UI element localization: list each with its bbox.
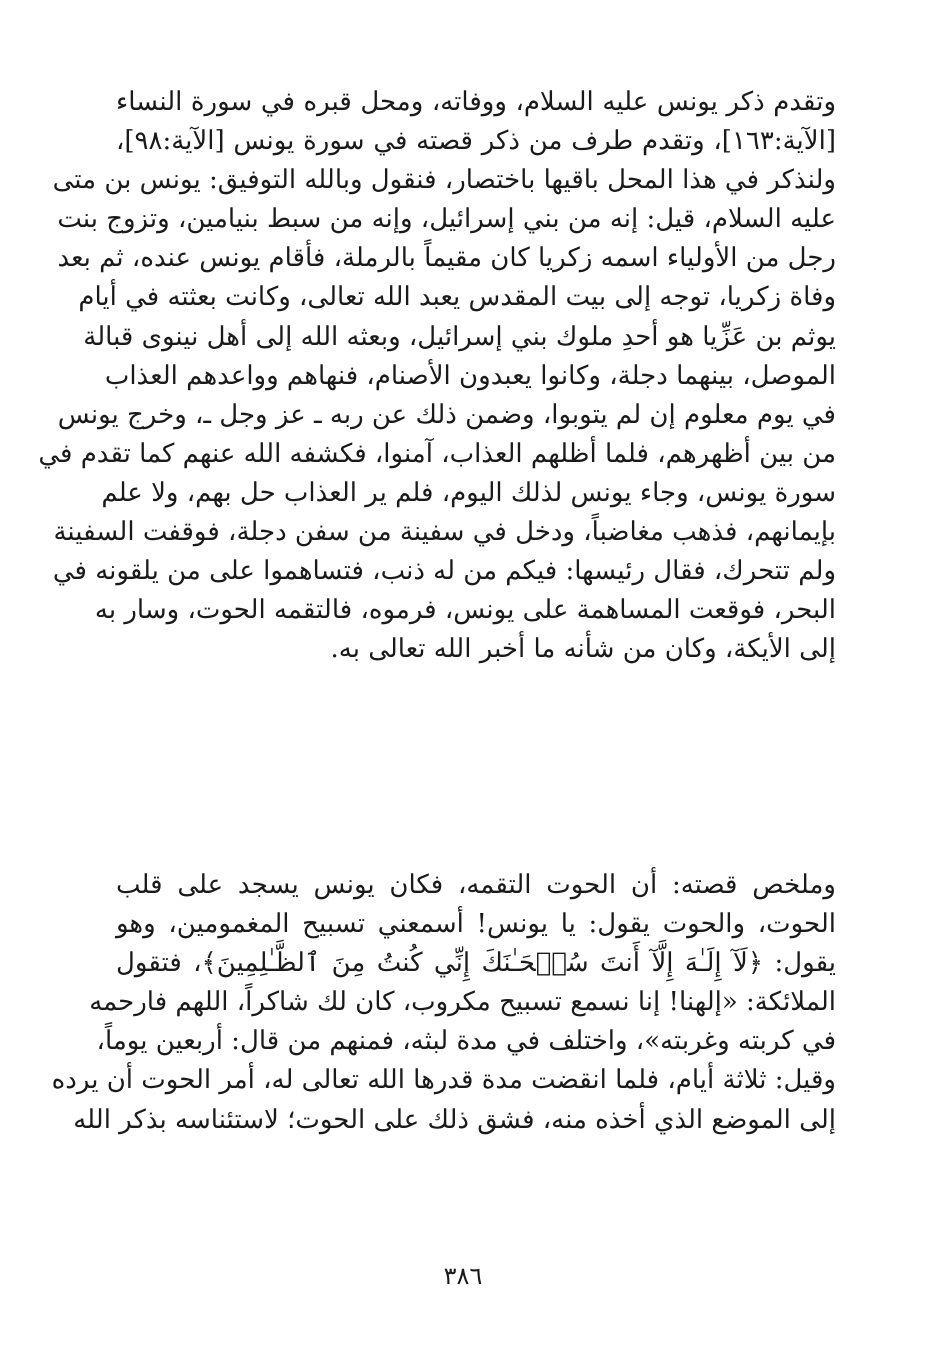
text-line: [الآية:١٦٣]، وتقدم طرف من ذكر قصته في سورة يونس [الآية:٩٨]، xyxy=(116,126,836,157)
text-line: سورة يونس، وجاء يونس لذلك اليوم، فلم ير العذاب حل بهم، ولا علم xyxy=(101,477,836,508)
page-number: ٣٨٦ xyxy=(443,1262,483,1290)
text-line: رجل من الأولياء اسمه زكريا كان مقيماً بالرملة، فأقام يونس عنده، ثم بعد xyxy=(57,243,836,274)
text-line: الموصل، بينهما دجلة، وكانوا يعبدون الأصنام، فنهاهم وواعدهم العذاب xyxy=(104,360,836,391)
text-line: يوثم بن عَزِّيا هو أحدِ ملوك بني إسرائيل، وبعثه الله إلى أهل نينوى قبالة xyxy=(83,321,836,352)
text-line: الحوت، والحوت يقول: يا يونس! أسمعني تسبيح المغمومين، وهو xyxy=(116,909,836,940)
quran-verse-line: يقول: ﴿لَآ إِلَـٰهَ إِلَّآ أَنتَ سُبۡحَـٰنَكَ إِنِّي كُنتُ مِنَ ٱلظَّـٰلِمِينَ﴾، فتقول xyxy=(116,948,836,979)
text-line: بإيمانهم، فذهب مغاضباً، ودخل في سفينة من سفن دجلة، فوقفت السفينة xyxy=(53,517,836,548)
text-line: الملائكة: «إلهنا! إنا نسمع تسبيح مكروب، كان لك شاكراً، اللهم فارحمه xyxy=(89,987,836,1018)
paragraph-1 xyxy=(38,83,836,669)
text-line: ولنذكر في هذا المحل باقيها باختصار، فنقول وبالله التوفيق: يونس بن متى xyxy=(52,165,836,196)
text-line: عليه السلام، قيل: إنه من بني إسرائيل، وإنه من سبط بنيامين، وتزوج بنت xyxy=(57,204,836,235)
text-line: وتقدم ذكر يونس عليه السلام، ووفاته، ومحل قبره في سورة النساء xyxy=(116,87,836,117)
text-line: وملخص قصته: أن الحوت التقمه، فكان يونس يسجد على قلب xyxy=(116,870,836,900)
text-line: في يوم معلوم إن لم يتوبوا، وضمن ذلك عن ربه ـ عز وجل ـ، وخرج يونس xyxy=(57,399,836,430)
paragraph-2 xyxy=(51,866,836,1140)
text-line: البحر، فوقعت المساهمة على يونس، فرموه، فالتقمه الحوت، وسار به xyxy=(94,595,836,626)
text-line: في كربته وغربته»، واختلف في مدة لبثه، فمنهم من قال: أربعين يوماً، xyxy=(96,1026,836,1057)
text-line: إلى الموضع الذي أخذه منه، فشق ذلك على الحوت؛ لاستئناسه بذكر الله xyxy=(73,1104,836,1135)
text-line: وفاة زكريا، توجه إلى بيت المقدس يعبد الله تعالى، وكانت بعثته في أيام xyxy=(78,282,836,313)
text-line: وقيل: ثلاثة أيام، فلما انقضت مدة قدرها الله تعالى له، أمر الحوت أن يرده xyxy=(51,1065,836,1096)
text-line: ولم تتحرك، فقال رئيسها: فيكم من له ذنب، فتساهموا على من يلقونه في xyxy=(52,556,836,587)
text-line: من بين أظهرهم، فلما أظلهم العذاب، آمنوا، فكشفه الله عنهم كما تقدم في xyxy=(38,438,836,469)
text-line: إلى الأيكة، وكان من شأنه ما أخبر الله تعالى به. xyxy=(330,634,836,665)
